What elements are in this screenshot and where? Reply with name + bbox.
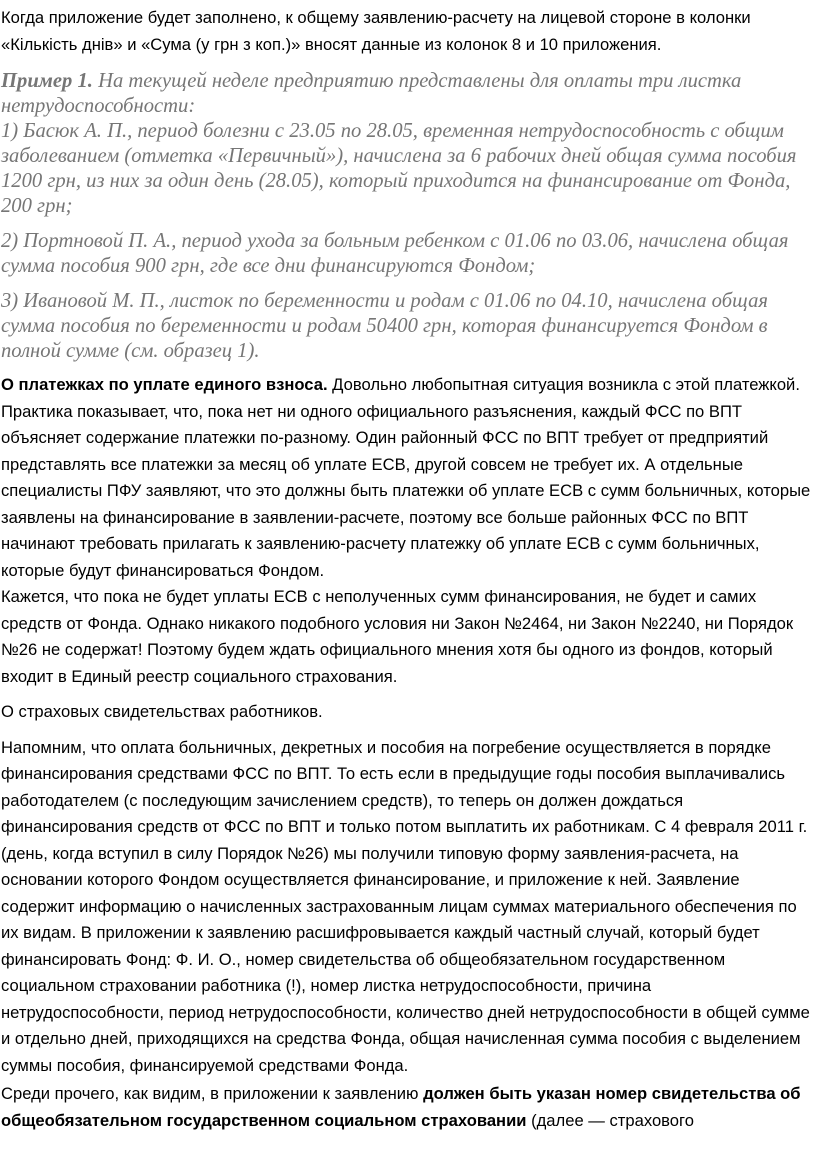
cert-p2-end: (далее — страхового [526,1110,694,1130]
example-item-1: 1) Басюк А. П., период болезни с 23.05 по 28.05, временная нетрудоспособность с общим заболеванием (отметка «Первичный»), начислена за 6 рабочих дней общая сумма пособия 1200 грн, из них за один день (28.05), который приходится на финансирование от Фонда, 200 грн; [1,120,797,217]
document-page [0,5,814,1134]
certificates-paragraph: Напомним, что оплата больничных, декретных и пособия на погребение осуществляется в порядке финансирования средствами ФСС по ВПТ. То есть если в предыдущие годы пособия выплачивались работодателем (с последующим зачислением средств), то теперь он должен дождаться финансирования средств от ФСС по ВПТ и только потом выплатить их работникам. С 4 февраля 2011 г. (день, когда вступил в силу Порядок №26) мы получили типовую форму заявления-расчета, на основании которого Фондом осуществляется финансирование, и приложение к ней. Заявление содержит информацию о начисленных застрахованным лицам суммах материального обеспечения по их видам. В приложении к заявлению расшифровывается каждый частный случай, который будет финансировать Фонд: Ф. И. О., номер свидетельства об общеобязательном государственном социальном страховании работника (!), номер листка нетрудоспособности, причина нетрудоспособности, период нетрудоспособности, количество дней нетрудоспособности в общей сумме и отдельно дней, приходящихся на средства Фонда, общая начисленная сумма пособия с выделением суммы пособия, финансируемой средствами Фонда. [1,737,810,1075]
payments-paragraph [1,372,814,584]
payments-heading: О платежках по уплате единого взноса. [1,375,328,394]
intro-paragraph: Когда приложение будет заполнено, к общему заявлению-расчету на лицевой стороне в колонки «Кількість днів» и «Сума (у грн з коп.)» вносят данные из колонок 8 и 10 приложения. [1,8,751,54]
example-lead: На текущей неделе предприятию представлены для оплаты три листка нетрудоспособности: [1,70,742,117]
cert-p2-bold: должен быть указан номер свидетельства об общеобязательном государственном социальном страховании [1,1084,801,1130]
certificates-paragraph-2 [1,1081,814,1134]
payments-paragraph-2: Кажется, что пока не будет уплаты ЕСВ с неполученных сумм финансирования, не будет и самих средств от Фонда. Однако никакого подобного условия ни Закон №2464, ни Закон №2240, ни Порядок №26 не содержат! Поэтому будем ждать официального мнения хотя бы одного из фондов, который входит в Единый реестр социального страхования. [1,587,794,686]
cert-p2-start: Среди прочего, как видим, в приложении к заявлению [1,1084,424,1103]
example-label: Пример 1. [1,70,93,92]
example-item-3: 3) Ивановой М. П., листок по беременности и родам с 01.06 по 04.10, начислена общая сумма пособия по беременности и родам 50400 грн, которая финансируется Фондом в полной сумме (см. образец 1). [1,290,768,362]
payments-text: Довольно любопытная ситуация возникла с этой платежкой. Практика показывает, что, пока нет ни одного официального разъяснения, каждый ФСС по ВПТ объясняет содержание платежки по-разному. Один районный ФСС по ВПТ требует от предприятий представлять все платежки за месяц об уплате ЕСВ, другой совсем не требует их. А отдельные специалисты ПФУ заявляют, что это должны быть платежки об уплате ЕСВ с сумм больничных, которые заявлены на финансирование в заявлении-расчете, поэтому все больше районных ФСС по ВПТ начинают требовать прилагать к заявлению-расчету платежку об уплате ЕСВ с сумм больничных, которые будут финансироваться Фондом. [1,375,811,580]
example-block [1,69,814,219]
certificates-heading: О страховых свидетельствах работников. [1,702,323,721]
example-item-2: 2) Портновой П. А., период ухода за больным ребенком с 01.06 по 03.06, начислена общая сумма пособия 900 грн, где все дни финансируются Фондом; [1,230,789,277]
